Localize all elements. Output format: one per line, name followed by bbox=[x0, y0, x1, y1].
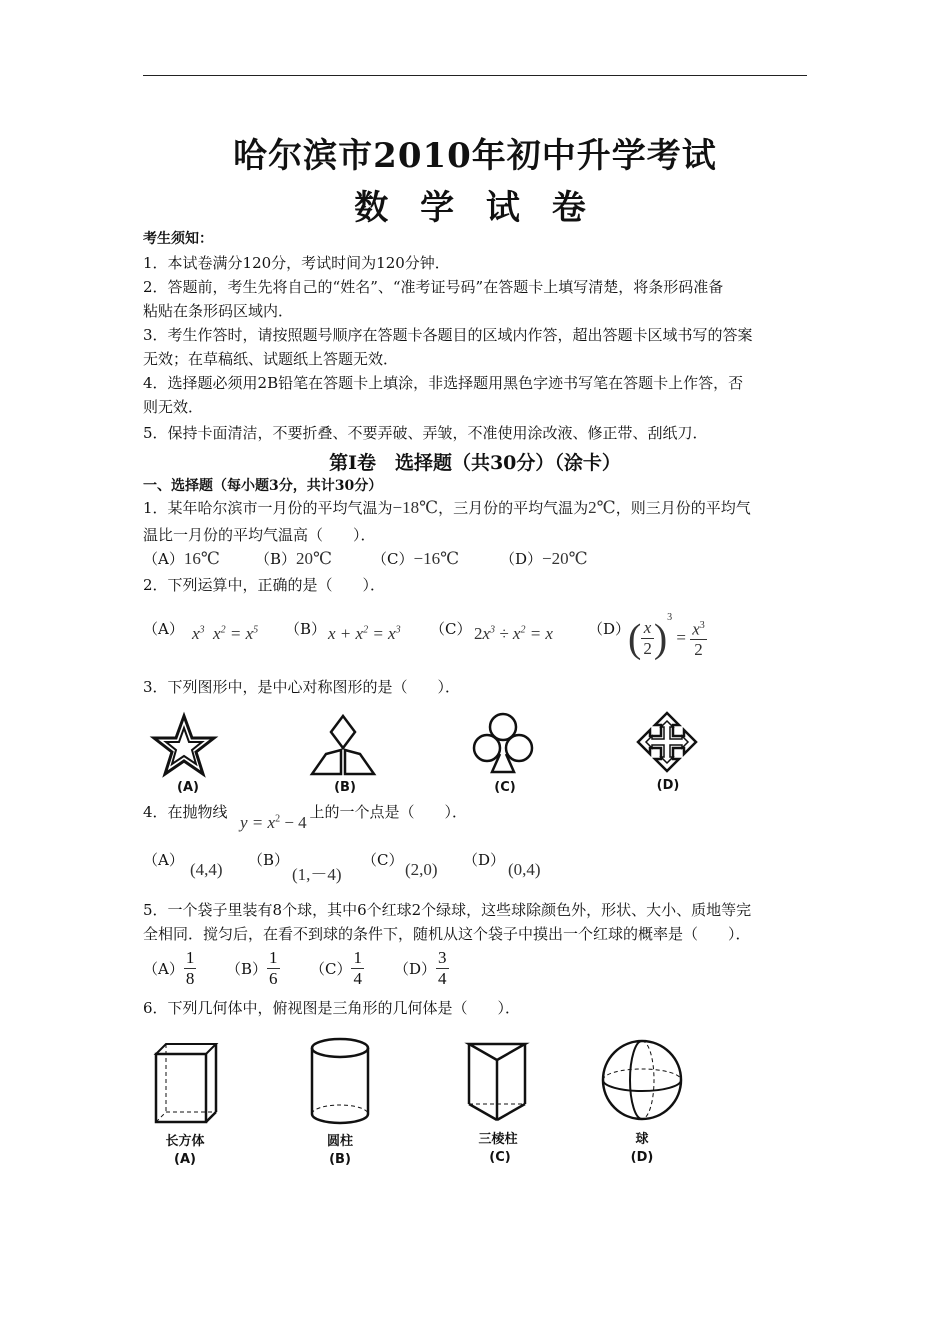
q2-text: 2．下列运算中，正确的是（ ）． bbox=[143, 576, 386, 594]
cuboid-figure bbox=[152, 1040, 222, 1126]
q3-caption-a: (A) bbox=[177, 780, 199, 795]
notice-line: 2．答题前，考生先将自己的“姓名”、“准考证号码”在答题卡上填写清楚，将条形码准备 bbox=[143, 278, 724, 296]
q2-option-a-expr: $x^3$ $x^2 = x^5$ bbox=[192, 624, 259, 643]
q6-name-d: 球 bbox=[635, 1132, 649, 1147]
q2-option-c-label: （C） bbox=[430, 620, 472, 638]
q5-option-b: （B） $\frac{1}{6}$ bbox=[226, 948, 278, 988]
q3-caption-c: (C) bbox=[494, 780, 516, 795]
notice-line: 5．保持卡面清洁，不要折叠、不要弄破、弄皱，不准使用涂改液、修正带、刮纸刀． bbox=[143, 424, 708, 442]
q5-line-2: 全相同．搅匀后，在看不到球的条件下，随机从这个袋子中摸出一个红球的概率是（ ）． bbox=[143, 925, 751, 943]
q2-option-d-expr: ( $\frac{x}{2}$ )$^3$ = $\frac{x^3}{2}$ bbox=[628, 612, 705, 661]
star-figure bbox=[150, 712, 220, 782]
sphere-figure bbox=[600, 1038, 684, 1122]
triangular-prism-figure bbox=[465, 1040, 529, 1124]
q3-text: 3．下列图形中，是中心对称图形的是（ ）． bbox=[143, 678, 461, 696]
q1-line-1: 1．某年哈尔滨市一月份的平均气温为−18℃，三月份的平均气温为2℃，则三月份的平均气 bbox=[143, 498, 751, 517]
q6-name-b: 圆柱 bbox=[326, 1134, 353, 1149]
q2-option-b-expr: $x + x^2 = x^3$ bbox=[328, 624, 401, 643]
q1-option-c: （C）−16℃ bbox=[372, 549, 460, 568]
q6-caption-b: (B) bbox=[329, 1152, 351, 1167]
q4-option-b-label: （B） bbox=[248, 851, 290, 869]
q4-option-a-label: （A） bbox=[143, 851, 184, 869]
q1-line-2: 温比一月份的平均气温高（ ）． bbox=[143, 526, 376, 544]
q4-parabola-expr: $y = x^2 - 4$ bbox=[240, 813, 307, 832]
notice-line: 无效；在草稿纸、试题纸上答题无效． bbox=[143, 350, 399, 368]
three-diamonds-figure bbox=[308, 714, 378, 778]
q6-text: 6．下列几何体中，俯视图是三角形的几何体是（ ）． bbox=[143, 999, 521, 1017]
q2-option-a-label: （A） bbox=[143, 620, 184, 638]
q5-option-d: （D） $\frac{3}{4}$ bbox=[394, 948, 447, 988]
q4-option-c-value: (2,0) bbox=[405, 860, 438, 879]
page-title: 哈尔滨市2010年初中升学考试 bbox=[233, 136, 717, 176]
q4-option-b-value: (1,－4) bbox=[292, 865, 342, 884]
q4-option-a-value: (4,4) bbox=[190, 860, 223, 879]
q5-line-1: 5．一个袋子里装有8个球，其中6个红球2个绿球，这些球除颜色外，形状、大小、质地等完 bbox=[143, 901, 752, 919]
q2-option-c-expr: $2x^3 \div x^2 = x$ bbox=[474, 624, 553, 643]
q4-text: 4．在抛物线 上的一个点是（ ）． bbox=[143, 803, 468, 821]
part-heading: 一、选择题（每小题3分，共计30分） bbox=[143, 478, 383, 494]
top-rule bbox=[143, 75, 807, 76]
q6-caption-c: (C) bbox=[489, 1150, 511, 1165]
notice-line: 4．选择题必须用2B铅笔在答题卡上填涂，非选择题用黑色字迹书写笔在答题卡上作答，否 bbox=[143, 374, 744, 392]
q6-name-a: 长方体 bbox=[165, 1134, 205, 1149]
cylinder-figure bbox=[306, 1036, 374, 1126]
notice-heading: 考生须知： bbox=[143, 231, 213, 247]
q4-option-d-label: （D） bbox=[463, 851, 506, 869]
q3-caption-d: (D) bbox=[656, 778, 680, 793]
q5-option-a: （A） $\frac{1}{8}$ bbox=[143, 948, 195, 988]
q5-option-c: （C） $\frac{1}{4}$ bbox=[310, 948, 362, 988]
club-figure bbox=[470, 710, 536, 776]
q6-name-c: 三棱柱 bbox=[478, 1132, 518, 1147]
q6-caption-a: (A) bbox=[174, 1152, 196, 1167]
q2-option-d-label: （D） bbox=[588, 620, 631, 638]
q4-option-d-value: (0,4) bbox=[508, 860, 541, 879]
q1-option-a: （A）16℃ bbox=[143, 549, 220, 568]
q1-option-d: （D）−20℃ bbox=[500, 549, 588, 568]
four-arrows-figure bbox=[636, 711, 698, 773]
notice-line: 粘贴在条形码区域内． bbox=[143, 302, 294, 320]
notice-line: 1．本试卷满分120分，考试时间为120分钟． bbox=[143, 254, 450, 272]
page-subtitle: 数 学 试 卷 bbox=[354, 188, 596, 228]
notice-line: 则无效． bbox=[143, 398, 204, 416]
section-title: 第Ⅰ卷 选择题（共30分）（涂卡） bbox=[329, 452, 621, 474]
q4-option-c-label: （C） bbox=[362, 851, 404, 869]
q3-caption-b: (B) bbox=[334, 780, 356, 795]
q1-option-b: （B）20℃ bbox=[255, 549, 333, 568]
q6-caption-d: (D) bbox=[630, 1150, 654, 1165]
q2-option-b-label: （B） bbox=[285, 620, 327, 638]
notice-line: 3．考生作答时，请按照题号顺序在答题卡各题目的区域内作答，超出答题卡区域书写的答案 bbox=[143, 326, 753, 344]
